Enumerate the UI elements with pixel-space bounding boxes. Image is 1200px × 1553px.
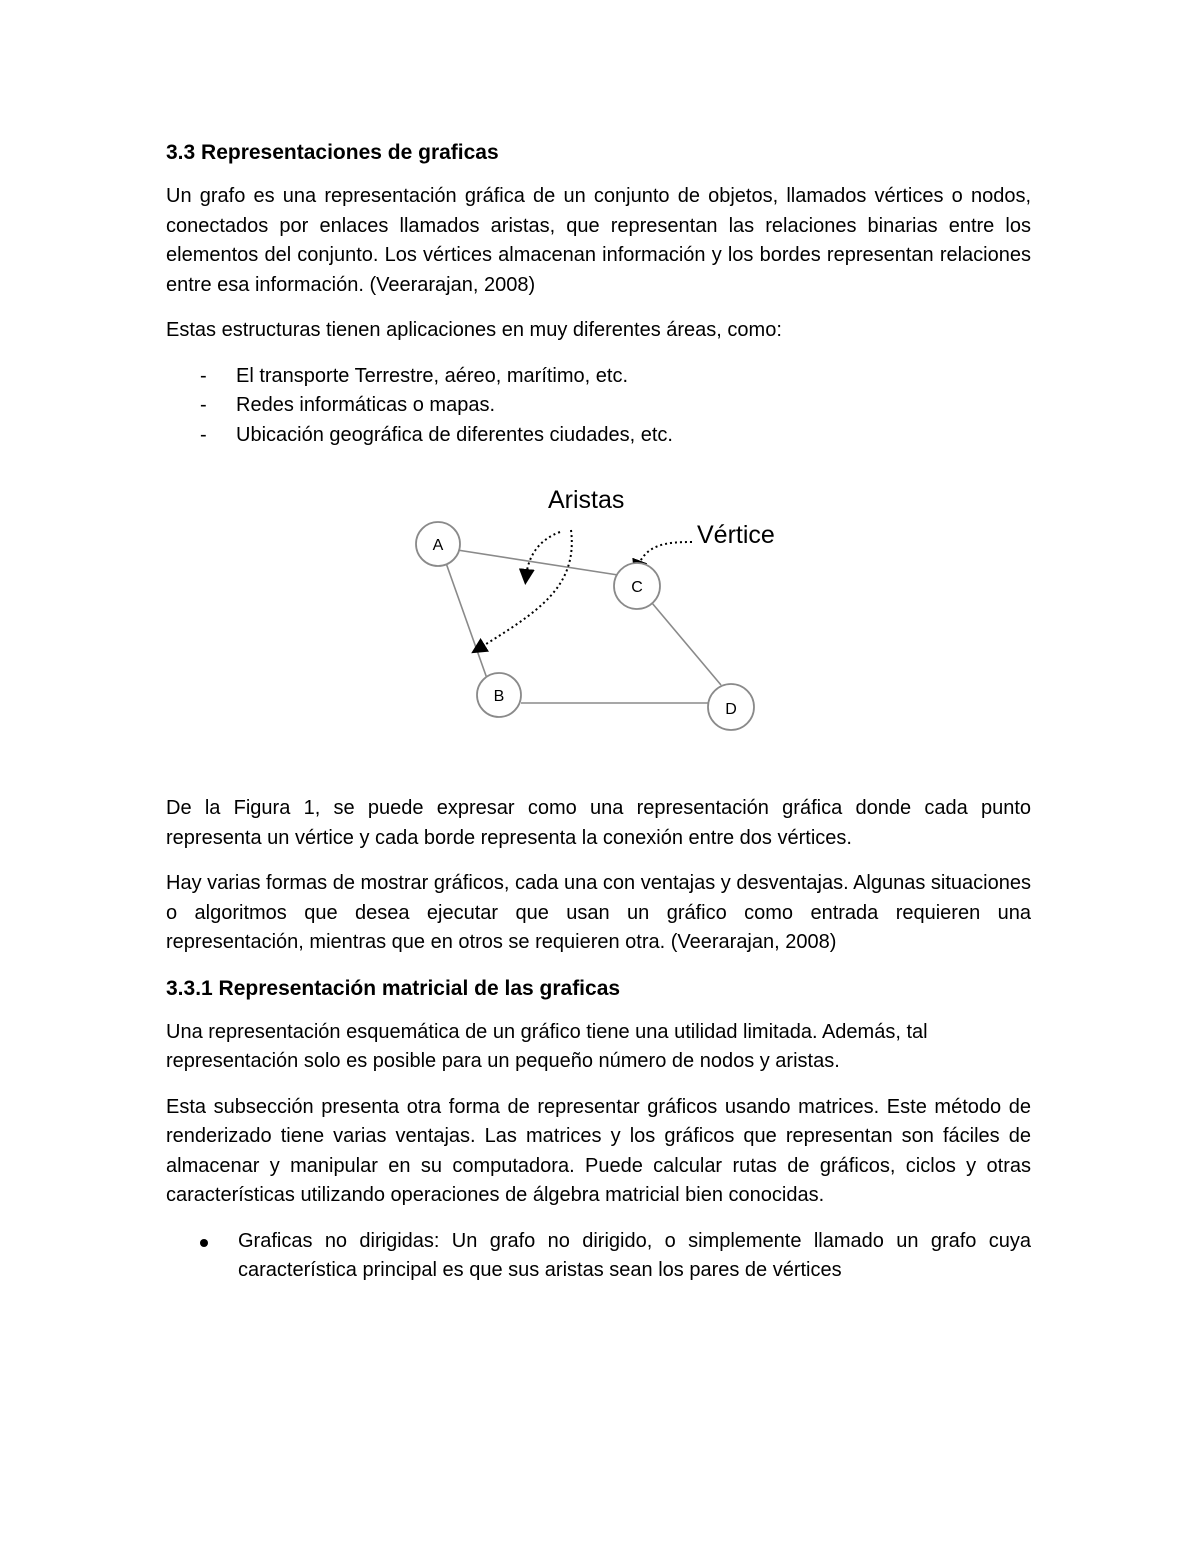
node-b <box>477 673 521 717</box>
node-a <box>416 522 460 566</box>
edge-c-d <box>652 603 721 685</box>
list-item-text: El transporte Terrestre, aéreo, marítimo, etc. <box>236 364 629 387</box>
list-item-text: Graficas no dirigidas: Un grafo no dirigido, o simplemente llamado un grafo cuya característica principal es que sus aristas sean los pares de vértices <box>238 1229 1031 1281</box>
vertice-label: Vértice <box>697 521 775 549</box>
edge-a-c <box>438 547 618 575</box>
list-item <box>166 1227 1031 1286</box>
graph-diagram <box>166 482 1031 772</box>
node-d-label: D <box>725 701 737 718</box>
list-item-text: Ubicación geográfica de diferentes ciudades, etc. <box>236 423 673 446</box>
graph-figure <box>166 482 1031 772</box>
dash-marker: - <box>200 423 207 446</box>
list-item <box>166 421 1031 451</box>
aristas-arrow-long <box>478 530 572 649</box>
subsection-paragraph-2: Esta subsección presenta otra forma de representar gráficos usando matrices. Este método de renderizado tiene varias ventajas. Las matrices y los gráficos que representan son fáciles de almacenar y manipular en su computadora. Puede calcular rutas de gráficos, ciclos y otras características utilizando operaciones de álgebra matricial bien conocidas. <box>166 1095 1031 1206</box>
aristas-arrow-short <box>526 532 560 577</box>
section-paragraph-1: Un grafo es una representación gráfica de un conjunto de objetos, llamados vértices o nodos, conectados por enlaces llamados aristas, que representan las relaciones binarias entre los elementos del conjunto. Los vértices almacenan información y los bordes representan relaciones entre esa información. (Veerarajan, 2008) <box>166 185 1031 296</box>
section-heading: 3.3 Representaciones de graficas <box>166 141 499 164</box>
dash-marker: - <box>200 364 207 387</box>
list-item <box>166 362 1031 392</box>
aristas-label: Aristas <box>548 486 625 514</box>
node-c <box>614 563 660 609</box>
page-content <box>166 138 1031 1286</box>
subsection-heading: 3.3.1 Representación matricial de las graficas <box>166 976 621 1000</box>
list-item-text: Redes informáticas o mapas. <box>236 394 496 416</box>
node-c-label: C <box>631 579 643 596</box>
dash-marker: - <box>200 394 207 416</box>
figure-description-paragraph: De la Figura 1, se puede expresar como una representación gráfica donde cada punto representa un vértice y cada borde representa la conexión entre dos vértices. <box>166 797 1031 849</box>
node-d <box>708 684 754 730</box>
section-paragraph-2: Estas estructuras tienen aplicaciones en muy diferentes áreas, como: <box>166 319 782 341</box>
bullet-icon <box>200 1239 208 1247</box>
edge-a-b <box>446 563 490 687</box>
graph-types-list <box>166 1227 1031 1286</box>
applications-list <box>166 362 1031 451</box>
list-item <box>166 391 1031 421</box>
node-b-label: B <box>493 688 505 705</box>
subsection-paragraph-1: Una representación esquemática de un gráfico tiene una utilidad limitada. Además, tal representación solo es posible para un pequeño número de nodos y aristas. <box>166 1020 928 1072</box>
node-a-label: A <box>432 537 444 554</box>
representations-paragraph: Hay varias formas de mostrar gráficos, cada una con ventajas y desventajas. Algunas situaciones o algoritmos que desea ejecutar que usan un gráfico como entrada requieren una representación, mientras que en otros se requieren otra. (Veerarajan, 2008) <box>166 872 1031 953</box>
